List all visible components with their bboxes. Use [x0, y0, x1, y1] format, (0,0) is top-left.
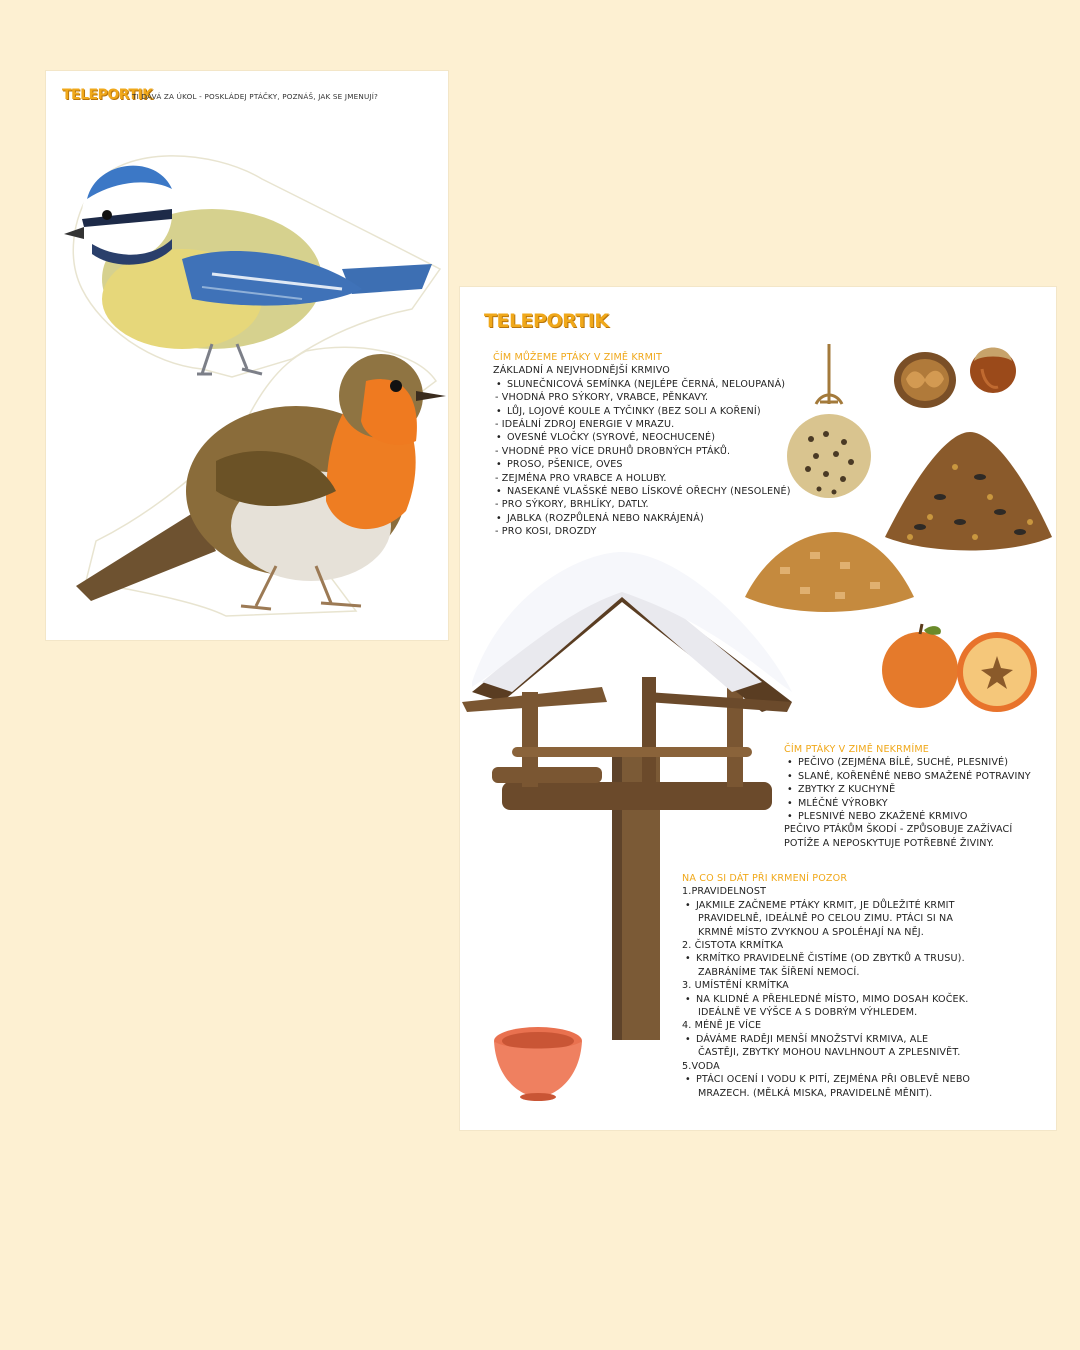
section-title: NA CO SI DÁT PŘI KRMENÍ POZOR: [682, 873, 848, 884]
bird-feeder-icon: [462, 552, 794, 1042]
list-bullet-item: • OVESNÉ VLOČKY (SYROVÉ, NEOCHUCENÉ): [493, 431, 791, 444]
puzzle-sheet: [46, 71, 448, 640]
list-line: ZABRÁNÍME TAK ŠÍŘENÍ NEMOCÍ.: [698, 966, 860, 978]
list-line: 2. ČISTOTA KRMÍTKA: [682, 940, 784, 952]
list-bullet-item: • MLÉČNÉ VÝROBKY: [784, 797, 1031, 810]
list-line: MRAZECH. (MĚLKÁ MISKA, PRAVIDELNĚ MĚNIT).: [698, 1087, 933, 1099]
list-bullet-item: • LŮJ, LOJOVÉ KOULE A TYČINKY (BEZ SOLI A KOŘENÍ): [493, 405, 791, 418]
list-line: POTÍŽE A NEPOSKYTUJE POTŘEBNÉ ŽIVINY.: [784, 837, 994, 849]
list-line: - VHODNÉ PRO VÍCE DRUHŮ DROBNÝCH PTÁKŮ.: [495, 445, 731, 457]
list-bullet-item: • JAKMILE ZAČNEME PTÁKY KRMIT, JE DŮLEŽITÉ KRMIT: [682, 899, 970, 912]
walnut-icon: [892, 349, 958, 411]
task-instruction: TI DÁVÁ ZA ÚKOL - POSKLÁDEJ PTÁČKY, POZNÁŠ, JAK SE JMENUJÍ?: [132, 92, 379, 101]
list-bullet-item: • ZBYTKY Z KUCHYNĚ: [784, 783, 1031, 796]
list-line: 1.PRAVIDELNOST: [682, 886, 767, 898]
list-bullet-item: • PLESNIVÉ NEBO ZKAŽENÉ KRMIVO: [784, 810, 1031, 823]
list-line: IDEÁLNĚ VE VÝŠCE A S DOBRÝM VÝHLEDEM.: [698, 1007, 918, 1019]
list-line: PEČIVO PTÁKŮM ŠKODÍ - ZPŮSOBUJE ZAŽÍVACÍ: [784, 824, 1013, 836]
list-bullet-item: • NASEKANÉ VLAŠSKÉ NEBO LÍSKOVÉ OŘECHY (NESOLENÉ): [493, 485, 791, 498]
list-bullet-item: • PTÁCI OCENÍ I VODU K PITÍ, ZEJMÉNA PŘI OBLEVĚ NEBO: [682, 1073, 970, 1086]
list-bullet-item: • SLUNEČNICOVÁ SEMÍNKA (NEJLÉPE ČERNÁ, NELOUPANÁ): [493, 378, 791, 391]
suet-ball-icon: [786, 344, 870, 504]
section-title: ČÍM MŮŽEME PTÁKY V ZIMĚ KRMIT: [493, 352, 663, 363]
robin-icon: [76, 341, 446, 621]
teleportik-logo: TELEPORTIK: [62, 87, 153, 103]
list-line: - PRO SÝKORY, BRHLÍKY, DATLY.: [495, 499, 649, 511]
list-line: - VHODNÁ PRO SÝKORY, VRABCE, PĚNKAVY.: [495, 392, 709, 404]
list-bullet-item: • KRMÍTKO PRAVIDELNĚ ČISTÍME (OD ZBYTKŮ A TRUSU).: [682, 952, 970, 965]
section-list: [784, 756, 1031, 850]
hazelnut-icon: [968, 339, 1018, 395]
list-bullet-item: • NA KLIDNÉ A PŘEHLEDNÉ MÍSTO, MIMO DOSAH KOČEK.: [682, 993, 970, 1006]
section-list: [493, 364, 791, 538]
list-line: 3. UMÍSTĚNÍ KRMÍTKA: [682, 980, 789, 992]
list-line: ZÁKLADNÍ A NEJVHODNĚJŠÍ KRMIVO: [493, 365, 670, 377]
list-line: - IDEÁLNÍ ZDROJ ENERGIE V MRAZU.: [495, 419, 675, 431]
list-line: KRMNÉ MÍSTO ZVYKNOU A SPOLÉHAJÍ NA NĚJ.: [698, 926, 924, 938]
feed-section: [493, 351, 791, 539]
teleportik-logo: TELEPORTIK: [484, 310, 609, 332]
list-bullet-item: • PEČIVO (ZEJMÉNA BÍLÉ, SUCHÉ, PLESNIVÉ): [784, 756, 1031, 769]
list-bullet-item: • JABLKA (ROZPŮLENÁ NEBO NAKRÁJENÁ): [493, 512, 791, 525]
list-bullet-item: • SLANÉ, KOŘENĚNÉ NEBO SMAŽENÉ POTRAVINY: [784, 770, 1031, 783]
info-sheet: [460, 287, 1056, 1130]
list-line: PRAVIDELNĚ, IDEÁLNĚ PO CELOU ZIMU. PTÁCI SI NA: [698, 913, 954, 925]
list-line: ČASTĚJI, ZBYTKY MOHOU NAVLHNOUT A ZPLESNIVĚT.: [698, 1047, 961, 1059]
list-line: - PRO KOSI, DROZDY: [495, 526, 597, 538]
list-line: 4. MÉNĚ JE VÍCE: [682, 1020, 762, 1032]
list-line: - ZEJMÉNA PRO VRABCE A HOLUBY.: [495, 472, 667, 484]
nofeed-section: [784, 743, 1031, 850]
apple-icon: [880, 622, 1040, 714]
list-line: 5.VODA: [682, 1060, 720, 1072]
list-bullet-item: • PROSO, PŠENICE, OVES: [493, 458, 791, 471]
section-title: ČÍM PTÁKY V ZIMĚ NEKRMÍME: [784, 744, 929, 755]
list-bullet-item: • DÁVÁME RADĚJI MENŠÍ MNOŽSTVÍ KRMIVA, ALE: [682, 1033, 970, 1046]
water-bowl-icon: [492, 1025, 584, 1101]
